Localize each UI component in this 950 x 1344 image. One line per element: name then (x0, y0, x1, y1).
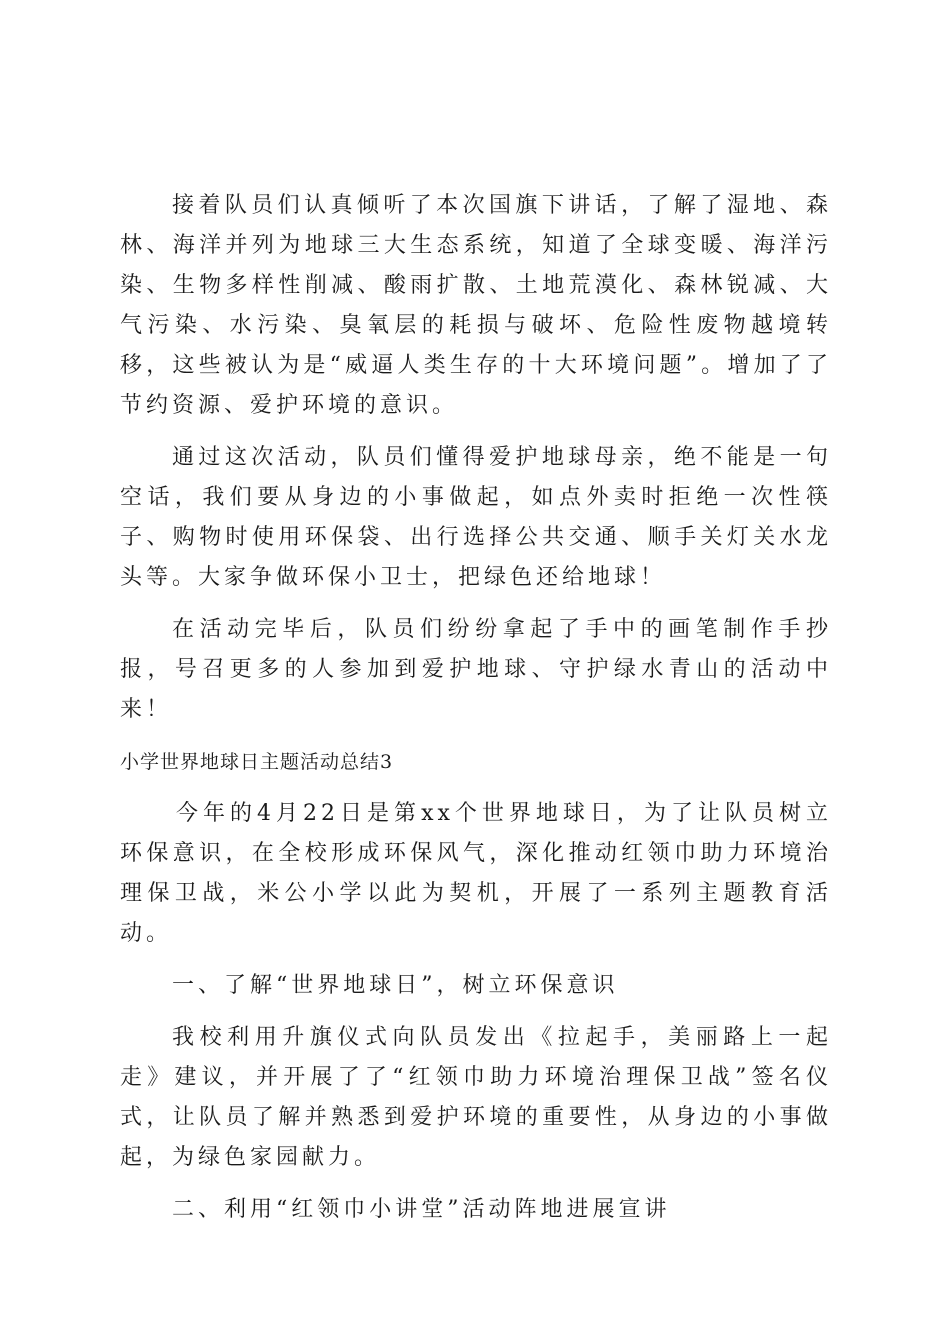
section-title: 小学世界地球日主题活动总结3 (120, 751, 394, 773)
paragraph-activity-lesson: 通过这次活动，队员们懂得爱护地球母亲，绝不能是一句空话，我们要从身边的小事做起，如点外卖时拒绝一次性筷子、购物时使用环保袋、出行选择公共交通、顺手关灯关水龙头等。大家争做环保小卫士，把绿色还给地球！ (120, 445, 832, 590)
subheading-understand-earth-day: 一、了解“世界地球日”，树立环保意识 (172, 973, 619, 998)
paragraph-speech-learning: 接着队员们认真倾听了本次国旗下讲话，了解了湿地、森林、海洋并列为地球三大生态系统，知道了全球变暖、海洋污染、生物多样性削减、酸雨扩散、土地荒漠化、森林锐减、大气污染、水污染、臭氧层的耗损与破坏、危险性废物越境转移，这些被认为是“威逼人类生存的十大环境问题”。增加了了节约资源、爱护环境的意识。 (120, 193, 832, 418)
paragraph-earth-day-intro: 今年的4月22日是第xx个世界地球日，为了让队员树立环保意识，在全校形成环保风气，深化推动红领巾助力环境治理保卫战，米公小学以此为契机，开展了一系列主题教育活动。 (120, 801, 832, 946)
subheading-red-scarf-lecture: 二、利用“红领巾小讲堂”活动阵地进展宣讲 (172, 1197, 671, 1222)
paragraph-flag-ceremony: 我校利用升旗仪式向队员发出《拉起手，美丽路上一起走》建议，并开展了了“红领巾助力环境治理保卫战”签名仪式，让队员了解并熟悉到爱护环境的重要性，从身边的小事做起，为绿色家园献力。 (120, 1025, 832, 1170)
paragraph-poster-making: 在活动完毕后，队员们纷纷拿起了手中的画笔制作手抄报，号召更多的人参加到爱护地球、守护绿水青山的活动中来！ (120, 617, 832, 722)
document-body (120, 186, 832, 1242)
